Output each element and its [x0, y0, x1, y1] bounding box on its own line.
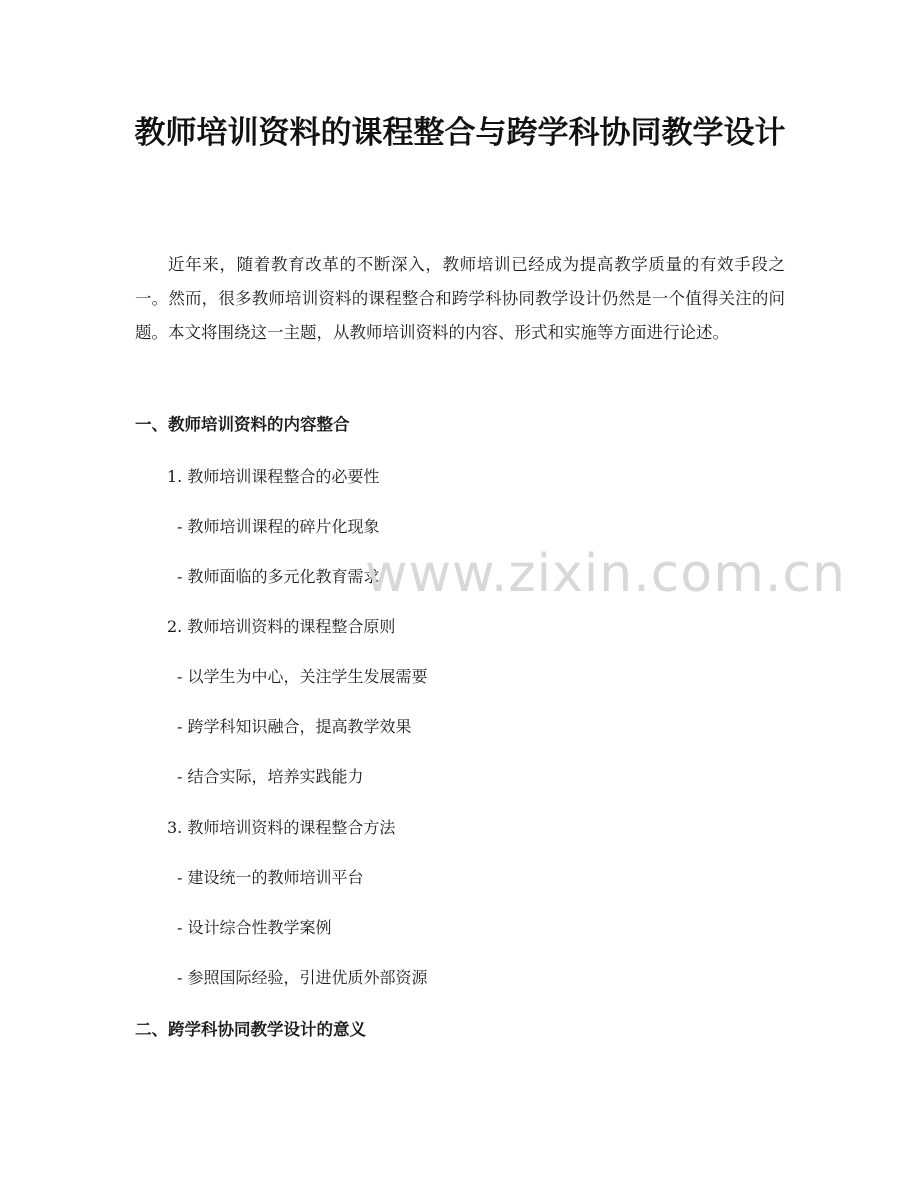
list-subitem: - 以学生为中心，关注学生发展需要 [177, 667, 428, 686]
list-subitem: - 参照国际经验，引进优质外部资源 [177, 968, 428, 987]
list-item: 3. 教师培训资料的课程整合方法 [167, 818, 396, 837]
list-subitem: - 跨学科知识融合，提高教学效果 [177, 717, 412, 736]
list-item: 1. 教师培训课程整合的必要性 [167, 467, 380, 486]
section-heading-1: 一、教师培训资料的内容整合 [135, 415, 350, 434]
list-subitem: - 教师面临的多元化教育需求 [177, 567, 380, 586]
document-title: 教师培训资料的课程整合与跨学科协同教学设计 [134, 115, 786, 151]
list-subitem: - 设计综合性教学案例 [177, 918, 332, 937]
intro-paragraph: 近年来，随着教育改革的不断深入，教师培训已经成为提高教学质量的有效手段之一。然而，很多教师培训资料的课程整合和跨学科协同教学设计仍然是一个值得关注的问题。本文将围绕这一主题，从教师培训资料的内容、形式和实施等方面进行论述。 [135, 255, 785, 342]
section-heading-2: 二、跨学科协同教学设计的意义 [135, 1020, 366, 1039]
list-subitem: - 教师培训课程的碎片化现象 [177, 517, 380, 536]
watermark-text: www.zixin.com.cn [365, 544, 846, 604]
list-subitem: - 建设统一的教师培训平台 [177, 868, 364, 887]
list-subitem: - 结合实际，培养实践能力 [177, 767, 364, 786]
list-item: 2. 教师培训资料的课程整合原则 [167, 617, 396, 636]
